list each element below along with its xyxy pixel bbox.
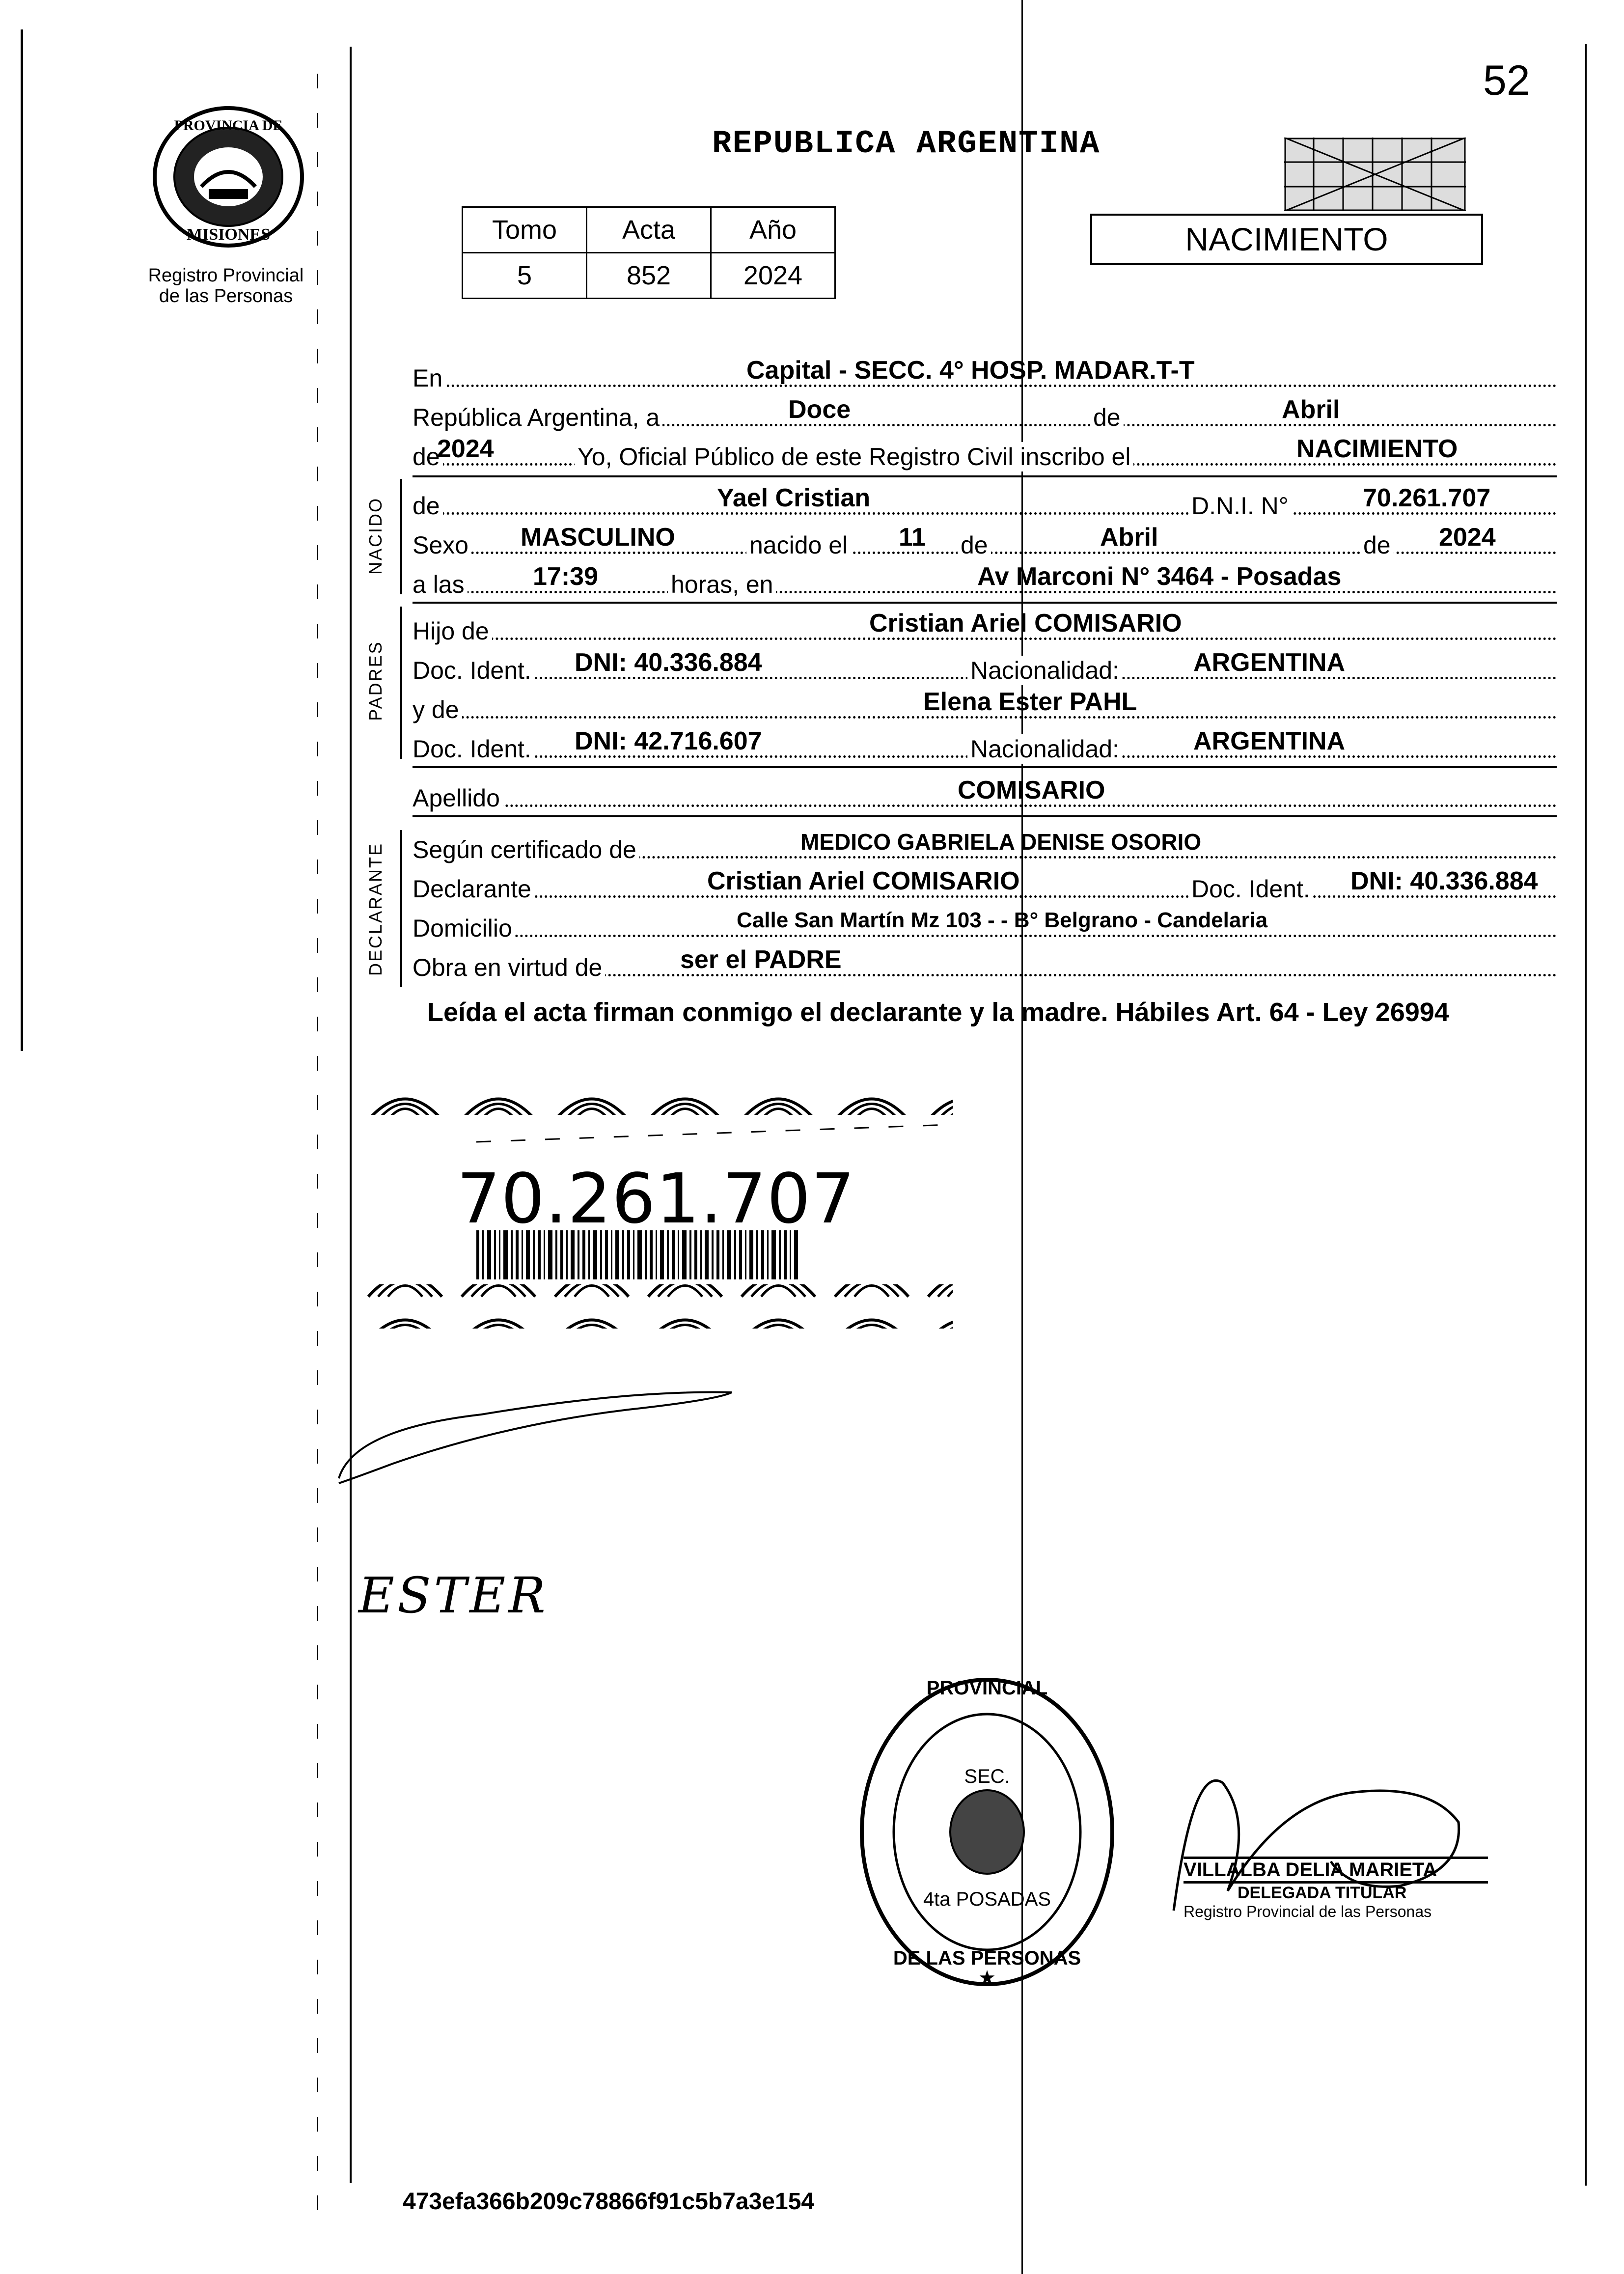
page-border-right bbox=[1585, 44, 1587, 2186]
svg-text:DE LAS PERSONAS: DE LAS PERSONAS bbox=[893, 1947, 1081, 1969]
day-value: Doce bbox=[788, 395, 851, 424]
horas-label: horas, en bbox=[668, 570, 776, 599]
domicilio-label: Domicilio bbox=[413, 914, 515, 943]
apellido-label: Apellido bbox=[413, 783, 503, 813]
en-value: Capital - SECC. 4° HOSP. MADAR.T-T bbox=[746, 356, 1195, 385]
separator bbox=[413, 475, 1557, 477]
father-nationality: ARGENTINA bbox=[1193, 648, 1346, 677]
row-hora bbox=[413, 562, 1557, 599]
doc-label-2: Doc. Ident. bbox=[413, 734, 534, 764]
birth-day: 11 bbox=[899, 523, 926, 552]
mother-name: Elena Ester PAHL bbox=[923, 688, 1137, 716]
declarante-doc: DNI: 40.336.884 bbox=[1350, 867, 1538, 895]
barcode-number: 70.261.707 bbox=[457, 1159, 855, 1239]
nacido-dni: 70.261.707 bbox=[1363, 484, 1491, 512]
row-inscribo bbox=[413, 435, 1557, 471]
svg-text:★: ★ bbox=[978, 1967, 996, 1989]
domicilio-value: Calle San Martín Mz 103 - - B° Belgrano - Candelaria bbox=[737, 908, 1268, 932]
month-value: Abril bbox=[1282, 395, 1340, 424]
obra-value: ser el PADRE bbox=[680, 945, 842, 974]
handwritten-name: ESTER bbox=[358, 1567, 549, 1624]
registry-line-2: de las Personas bbox=[159, 286, 293, 306]
father-doc: DNI: 40.336.884 bbox=[575, 648, 762, 677]
row-mother bbox=[413, 688, 1557, 724]
nacionalidad-label: Nacionalidad: bbox=[967, 656, 1122, 685]
value-acta: 852 bbox=[587, 253, 711, 299]
row-sexo bbox=[413, 523, 1557, 560]
separator bbox=[413, 602, 1557, 604]
official-id-stamp bbox=[1184, 1857, 1488, 1921]
svg-text:MISIONES: MISIONES bbox=[186, 225, 271, 244]
nacido-section-label: NACIDO bbox=[365, 497, 385, 575]
de-label: de bbox=[1090, 403, 1124, 432]
sexo-value: MASCULINO bbox=[521, 523, 675, 552]
document-type-box: NACIMIENTO bbox=[1090, 214, 1483, 265]
row-republica bbox=[413, 395, 1557, 432]
padres-section-label: PADRES bbox=[365, 640, 385, 721]
dni-label: D.N.I. N° bbox=[1188, 491, 1292, 521]
year-value: 2024 bbox=[437, 435, 494, 463]
nacido-de-label: de bbox=[413, 491, 443, 521]
declarante-label: Declarante bbox=[413, 874, 534, 904]
separator bbox=[413, 766, 1557, 768]
nacionalidad-label-2: Nacionalidad: bbox=[967, 734, 1122, 764]
svg-text:4ta POSADAS: 4ta POSADAS bbox=[923, 1888, 1051, 1910]
declarant-signature bbox=[334, 1380, 746, 1493]
official-org: Registro Provincial de las Personas bbox=[1184, 1903, 1432, 1920]
doc-label: Doc. Ident. bbox=[413, 656, 534, 685]
document-title: REPUBLICA ARGENTINA bbox=[712, 125, 1101, 162]
nacido-bar bbox=[400, 479, 402, 594]
oficial-text: Yo, Oficial Público de este Registro Civil inscribo el bbox=[575, 442, 1133, 471]
a-las-label: a las bbox=[413, 570, 468, 599]
document-hash: 473efa366b209c78866f91c5b7a3e154 bbox=[403, 2189, 815, 2215]
birth-month: Abril bbox=[1100, 523, 1158, 552]
declarante-section-label: DECLARANTE bbox=[365, 842, 385, 976]
hijo-label: Hijo de bbox=[413, 616, 492, 646]
apellido-value: COMISARIO bbox=[958, 776, 1105, 804]
mother-doc: DNI: 42.716.607 bbox=[575, 727, 762, 755]
tax-stamp bbox=[1284, 138, 1466, 211]
svg-text:SEC.: SEC. bbox=[964, 1766, 1010, 1787]
value-ano: 2024 bbox=[711, 253, 835, 299]
row-declarante bbox=[413, 867, 1557, 904]
scan-edge-left bbox=[21, 29, 23, 1051]
row-apellido bbox=[413, 776, 1557, 813]
certificado-value: MEDICO GABRIELA DENISE OSORIO bbox=[800, 829, 1202, 855]
sexo-label: Sexo bbox=[413, 530, 471, 560]
birth-year: 2024 bbox=[1439, 523, 1496, 552]
nacido-el-label: nacido el bbox=[746, 530, 851, 560]
row-mother-doc bbox=[413, 727, 1557, 764]
de-label-2: de bbox=[413, 442, 443, 471]
declarante-bar bbox=[400, 830, 402, 987]
de-label-b: de bbox=[958, 530, 991, 560]
registry-line-1: Registro Provincial bbox=[148, 265, 304, 286]
mother-nationality: ARGENTINA bbox=[1193, 727, 1346, 755]
declarante-value: Cristian Ariel COMISARIO bbox=[707, 867, 1020, 895]
scan-edge-dash bbox=[317, 74, 318, 2235]
row-domicilio bbox=[413, 906, 1557, 943]
father-name: Cristian Ariel COMISARIO bbox=[869, 609, 1182, 638]
certificado-label: Según certificado de bbox=[413, 835, 639, 864]
separator bbox=[413, 815, 1557, 817]
inscribo-value: NACIMIENTO bbox=[1296, 435, 1458, 463]
nacido-name: Yael Cristian bbox=[717, 484, 871, 512]
page-border-left bbox=[350, 47, 352, 2183]
misiones-seal-logo bbox=[147, 103, 309, 250]
official-name: VILLALBA DELIA MARIETA bbox=[1184, 1857, 1488, 1884]
birth-time: 17:39 bbox=[533, 562, 598, 591]
row-en bbox=[413, 356, 1557, 393]
de-label-c: de bbox=[1360, 530, 1394, 560]
row-certificado bbox=[413, 828, 1557, 864]
obra-label: Obra en virtud de bbox=[413, 953, 605, 982]
republica-label: República Argentina, a bbox=[413, 403, 662, 432]
row-nacido-name bbox=[413, 484, 1557, 521]
header-ano: Año bbox=[711, 207, 835, 253]
header-acta: Acta bbox=[587, 207, 711, 253]
y-de-label: y de bbox=[413, 695, 462, 724]
padres-bar bbox=[400, 607, 402, 759]
row-obra bbox=[413, 945, 1557, 982]
doc-label-3: Doc. Ident. bbox=[1188, 874, 1313, 904]
value-tomo: 5 bbox=[463, 253, 587, 299]
svg-text:PROVINCIAL: PROVINCIAL bbox=[926, 1677, 1048, 1699]
header-tomo: Tomo bbox=[463, 207, 587, 253]
closing-note: Leída el acta firman conmigo el declarante y la madre. Hábiles Art. 64 - Ley 26994 bbox=[427, 998, 1449, 1027]
page-number: 52 bbox=[1483, 57, 1530, 104]
official-round-stamp bbox=[854, 1670, 1120, 1994]
registry-label bbox=[128, 265, 324, 306]
svg-text:PROVINCIA DE: PROVINCIA DE bbox=[174, 117, 283, 134]
row-father bbox=[413, 609, 1557, 646]
en-label: En bbox=[413, 363, 445, 393]
acta-table bbox=[462, 206, 836, 299]
official-role: DELEGADA TITULAR bbox=[1238, 1884, 1407, 1902]
row-father-doc bbox=[413, 648, 1557, 685]
birth-place: Av Marconi N° 3464 - Posadas bbox=[977, 562, 1342, 591]
